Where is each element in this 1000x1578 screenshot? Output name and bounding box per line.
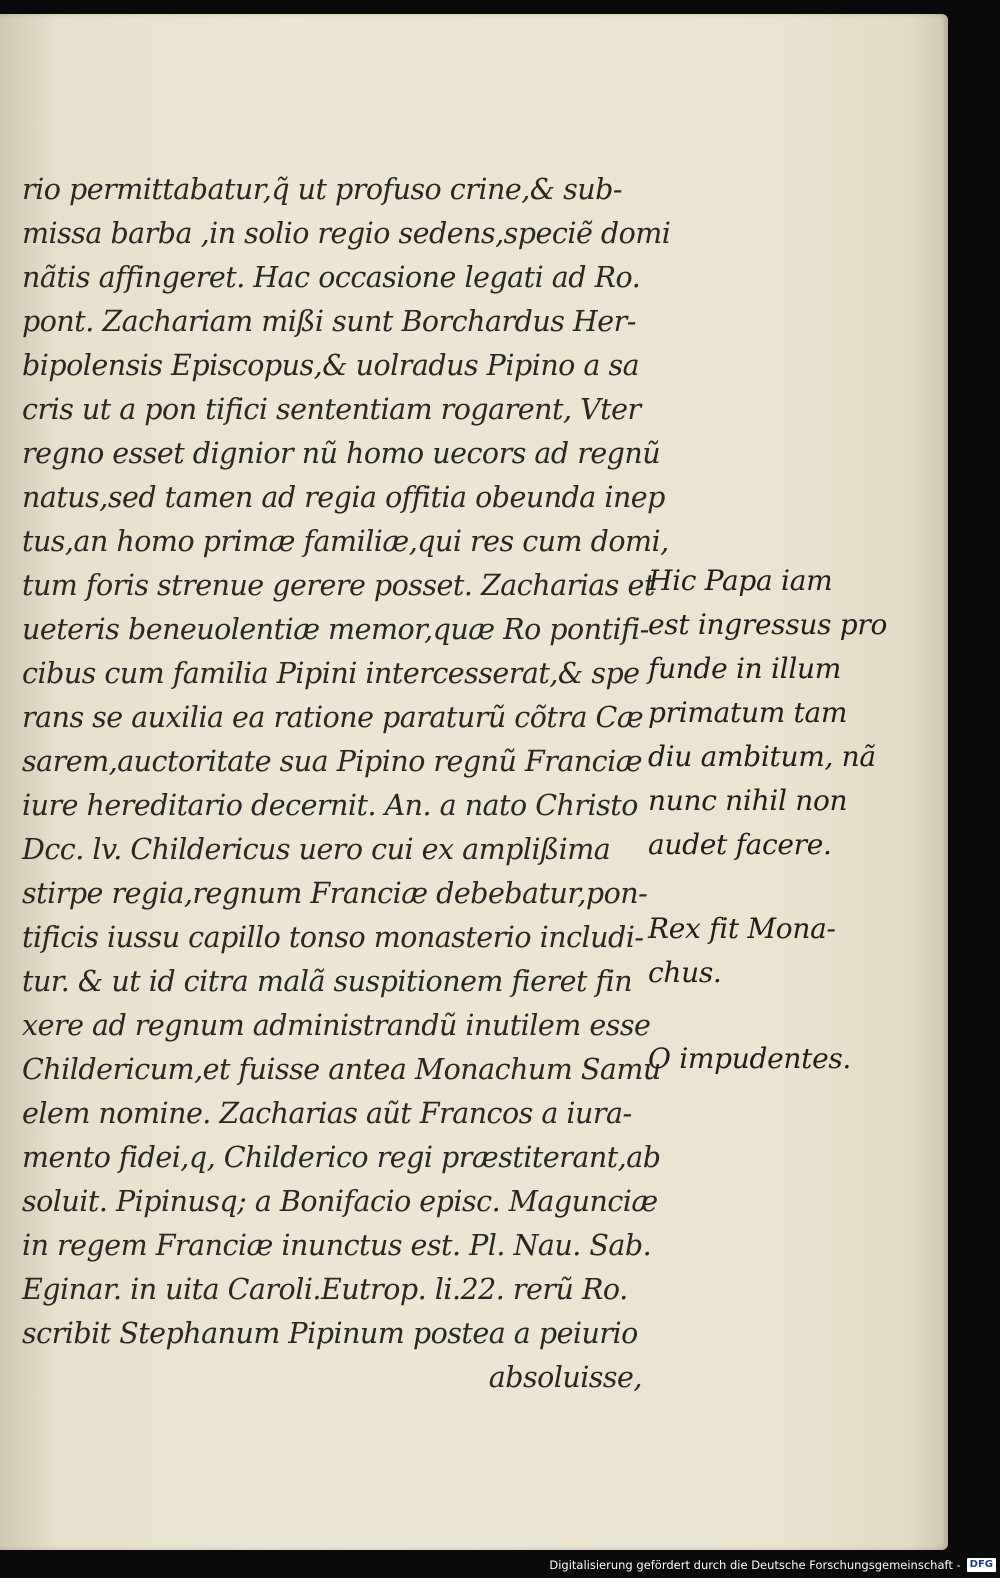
marginal-note: [648, 907, 836, 995]
text-line: tum foris strenue gerere posset. Zacharias et: [22, 569, 655, 602]
text-line: scribit Stephanum Pipinum postea a peiurio: [22, 1317, 638, 1350]
marginal-note: [648, 559, 887, 867]
text-line: Dcc. lv. Childericus uero cui ex amplißima: [22, 833, 611, 866]
text-line: Eginar. in uita Caroli.Eutrop. li.22. rerũ Ro.: [22, 1273, 628, 1306]
text-line: cibus cum familia Pipini intercesserat,& spe: [22, 657, 640, 690]
text-line: bipolensis Episcopus,& uolradus Pipino a sa: [22, 349, 640, 382]
catchword: absoluisse,: [488, 1361, 642, 1394]
note-line: Hic Papa iam: [648, 564, 833, 597]
text-line: tur. & ut id citra malã suspitionem fieret fin: [22, 965, 633, 998]
note-line: primatum tam: [648, 696, 848, 729]
text-line: stirpe regia,regnum Franciæ debebatur,pon-: [22, 877, 648, 910]
note-line: est ingressus pro: [648, 608, 888, 641]
text-line: pont. Zachariam mißi sunt Borchardus Her-: [22, 305, 636, 338]
dfg-logo: DFG: [967, 1558, 996, 1572]
text-line: in regem Franciæ inunctus est. Pl. Nau. Sab.: [22, 1229, 652, 1262]
text-line: cris ut a pon tifici sententiam rogarent, Vter: [22, 393, 641, 426]
text-line: Childericum,et fuisse antea Monachum Samu: [22, 1053, 661, 1086]
marginal-note: [648, 1037, 851, 1081]
text-line: mento fidei,q, Childerico regi præstiterant,ab: [22, 1141, 661, 1174]
note-line: audet facere.: [648, 828, 832, 861]
note-line: Rex fit Mona-: [648, 912, 836, 945]
text-line: elem nomine. Zacharias aũt Francos a iura-: [22, 1097, 632, 1130]
text-line: regno esset dignior nũ homo uecors ad regnũ: [22, 437, 661, 470]
text-line: rio permittabatur,q̃ ut profuso crine,& sub-: [22, 173, 623, 206]
note-line: chus.: [648, 956, 722, 989]
main-text-column: [22, 168, 671, 1400]
text-line: natus,sed tamen ad regia offitia obeunda inep: [22, 481, 665, 514]
text-line: iure hereditario decernit. An. a nato Christo: [22, 789, 638, 822]
text-line: rans se auxilia ea ratione paraturũ cõtra Cæ: [22, 701, 644, 734]
text-line: tificis iussu capillo tonso monasterio includi-: [22, 921, 644, 954]
note-line: diu ambitum, nã: [648, 740, 876, 773]
note-line: O impudentes.: [648, 1042, 852, 1075]
note-line: nunc nihil non: [648, 784, 848, 817]
text-line: missa barba ,in solio regio sedens,speciẽ domi: [22, 217, 671, 250]
text-line: sarem,auctoritate sua Pipino regnũ Franciæ: [22, 745, 643, 778]
note-line: funde in illum: [648, 652, 841, 685]
text-line: ueteris beneuolentiæ memor,quæ Ro pontifi-: [22, 613, 649, 646]
text-line: xere ad regnum administrandũ inutilem esse: [22, 1009, 651, 1042]
book-page: [0, 14, 948, 1550]
text-line: tus,an homo primæ familiæ,qui res cum domi,: [22, 525, 669, 558]
text-line: nãtis affingeret. Hac occasione legati ad Ro.: [22, 261, 641, 294]
text-line: soluit. Pipinusq; a Bonifacio episc. Magunciæ: [22, 1185, 658, 1218]
digitization-credit: [549, 1554, 996, 1576]
credit-text: Digitalisierung gefördert durch die Deutsche Forschungsgemeinschaft -: [549, 1558, 961, 1572]
